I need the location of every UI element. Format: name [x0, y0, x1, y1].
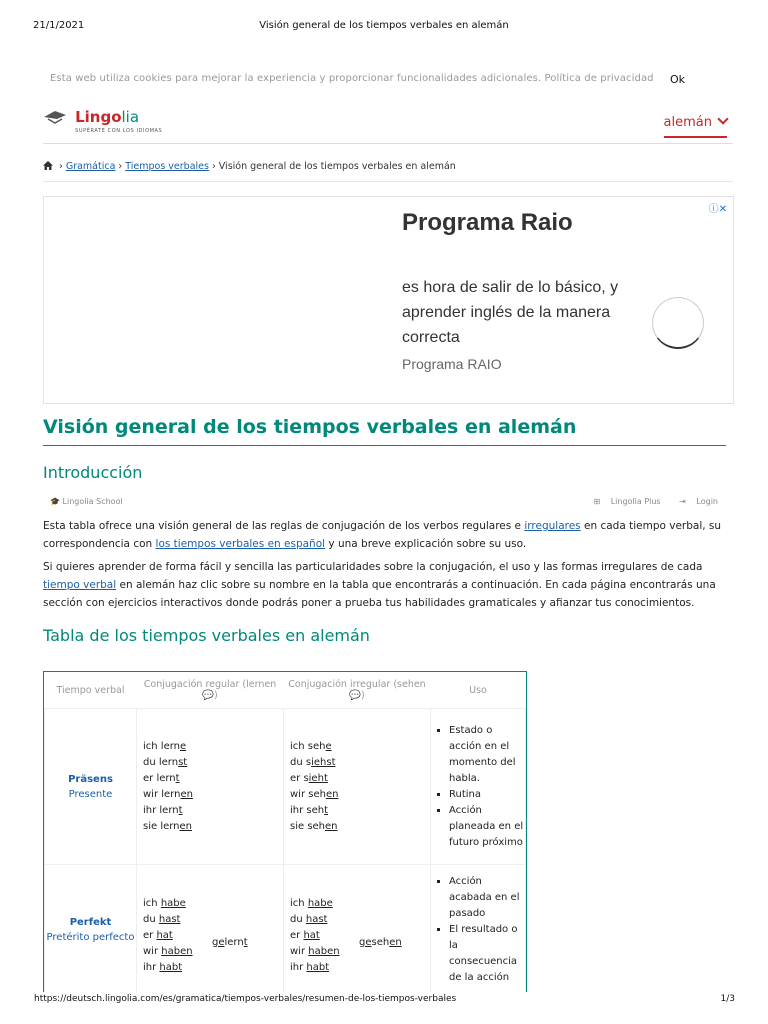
uso-cell	[431, 709, 526, 865]
participle-irregular: gesehen	[359, 936, 402, 948]
p1-text-c: y una breve explicación sobre su uso.	[325, 538, 527, 550]
logo-mark-icon	[43, 109, 67, 129]
list-item: ▪ Rutina	[449, 787, 525, 803]
table-heading: Tabla de los tiempos verbales en alemán	[43, 626, 370, 645]
list-item: ▪ Acción acabada en el pasado	[449, 874, 525, 922]
intro-heading: Introducción	[43, 463, 143, 482]
irregulares-link[interactable]: irregulares	[524, 520, 581, 532]
logo-name-b: lia	[121, 108, 140, 126]
participle-regular: gelernt	[212, 936, 248, 948]
col-header-uso: Uso	[431, 672, 526, 709]
ad-arrow-button[interactable]	[652, 297, 704, 349]
irregular-conjugation: ich habe du hast er hat wir haben ihr habt gesehen	[284, 865, 431, 993]
regular-conjugation: ich lerne du lernst er lernt wir lernen ihr lernt sie lernen	[137, 709, 284, 865]
language-label: alemán	[663, 115, 712, 130]
list-item: ▪ Estado o acción en el momento del habla.	[449, 723, 525, 787]
tiempos-espanol-link[interactable]: los tiempos verbales en español	[155, 538, 326, 550]
print-date: 21/1/2021	[33, 20, 85, 31]
ad-body: es hora de salir de lo básico, y aprender inglés de la manera correcta	[402, 279, 619, 346]
irregular-conjugation: ich sehe du siehst er sieht wir sehen ihr seht sie sehen	[284, 709, 431, 865]
login-link[interactable]	[671, 497, 718, 506]
list-item: ▪ Acción planeada en el futuro próximo	[449, 803, 525, 851]
intro-paragraph-1	[43, 517, 733, 553]
print-url: https://deutsch.lingolia.com/es/gramatica/tiempos-verbales/resumen-de-los-tiempos-verbales	[34, 994, 457, 1004]
p2-text-a: Si quieres aprender de forma fácil y sencilla las particularidades sobre la conjugación, el uso y las formas irregulares de cada	[43, 561, 703, 573]
ad-brand: Programa RAIO	[402, 356, 502, 372]
table-row	[45, 709, 526, 865]
breadcrumb-current: Visión general de los tiempos verbales en alemán	[218, 161, 456, 172]
login-label: Login	[696, 497, 718, 506]
breadcrumb-tiempos-verbales[interactable]: Tiempos verbales	[125, 161, 209, 172]
school-icon: 🎓	[50, 497, 60, 506]
p1-text-b: en cada tiempo verbal, su correspondencia con	[43, 520, 722, 550]
tense-name-de[interactable]: Präsens	[68, 773, 113, 785]
title-underline	[43, 445, 726, 446]
language-selector[interactable]	[664, 115, 727, 138]
login-icon: ⇥	[679, 497, 686, 506]
tense-praesens-cell[interactable]	[45, 709, 137, 865]
tenses-table	[43, 671, 527, 992]
chevron-down-icon	[717, 113, 728, 124]
plus-icon: ⊞	[593, 497, 601, 506]
col-header-regular: Conjugación regular (lernen 💬)	[137, 672, 284, 709]
divider	[43, 181, 733, 182]
tense-perfekt-cell[interactable]	[45, 865, 137, 993]
cookie-ok-button[interactable]: Ok	[670, 73, 686, 86]
tiempo-verbal-link[interactable]: tiempo verbal	[43, 579, 117, 591]
lingolia-school-link[interactable]	[50, 497, 123, 506]
page-title: Visión general de los tiempos verbales en alemán	[43, 416, 577, 438]
lingolia-plus-link[interactable]	[585, 497, 660, 506]
tense-name-de[interactable]: Perfekt	[69, 916, 112, 928]
account-links	[577, 497, 718, 506]
lingolia-logo[interactable]	[43, 109, 162, 134]
p1-text-a: Esta tabla ofrece una visión general de las reglas de conjugación de los verbos regulares e	[43, 520, 525, 532]
col-header-tense: Tiempo verbal	[45, 672, 137, 709]
uso-cell	[431, 865, 526, 993]
table-row	[45, 865, 526, 993]
print-header	[0, 0, 768, 31]
school-label: Lingolia School	[62, 497, 123, 506]
ad-info-close-icon[interactable]: ⓘ✕	[708, 204, 727, 215]
tense-name-es: Pretérito perfecto	[46, 931, 135, 943]
list-item: ▪ El resultado o la consecuencia de la acción	[449, 922, 525, 986]
col-header-irregular: Conjugación irregular (sehen 💬)	[284, 672, 431, 709]
home-icon[interactable]	[43, 161, 56, 172]
print-title: Visión general de los tiempos verbales en alemán	[259, 20, 509, 31]
site-header	[43, 105, 733, 144]
p2-text-b: en alemán haz clic sobre su nombre en la tabla que encontrarás a continuación. En cada página encontrarás una sección con ejercicios interactivos donde podrás poner a prueba tus habilidades gramaticales y afianzar tus conocimientos.	[43, 579, 716, 609]
plus-label: Lingolia Plus	[610, 497, 661, 506]
cookie-notice: Esta web utiliza cookies para mejorar la experiencia y proporcionar funcionalidades adicionales. Política de privacidad	[50, 73, 654, 84]
intro-paragraph-2	[43, 558, 733, 612]
ad-title[interactable]: Programa Raio	[402, 209, 573, 236]
advertisement[interactable]	[43, 196, 734, 404]
breadcrumb-gramatica[interactable]: Gramática	[65, 161, 116, 172]
logo-name-a: Lingo	[75, 108, 122, 126]
tense-name-es: Presente	[68, 788, 113, 800]
regular-conjugation: ich habe du hast er hat wir haben ihr habt gelernt	[137, 865, 284, 993]
logo-tagline: SUPÉRATE CON LOS IDIOMAS	[75, 128, 163, 134]
breadcrumb: › Gramática › Tiempos verbales › Visión general de los tiempos verbales en alemán	[43, 161, 456, 172]
print-page-number: 1/3	[720, 994, 735, 1004]
